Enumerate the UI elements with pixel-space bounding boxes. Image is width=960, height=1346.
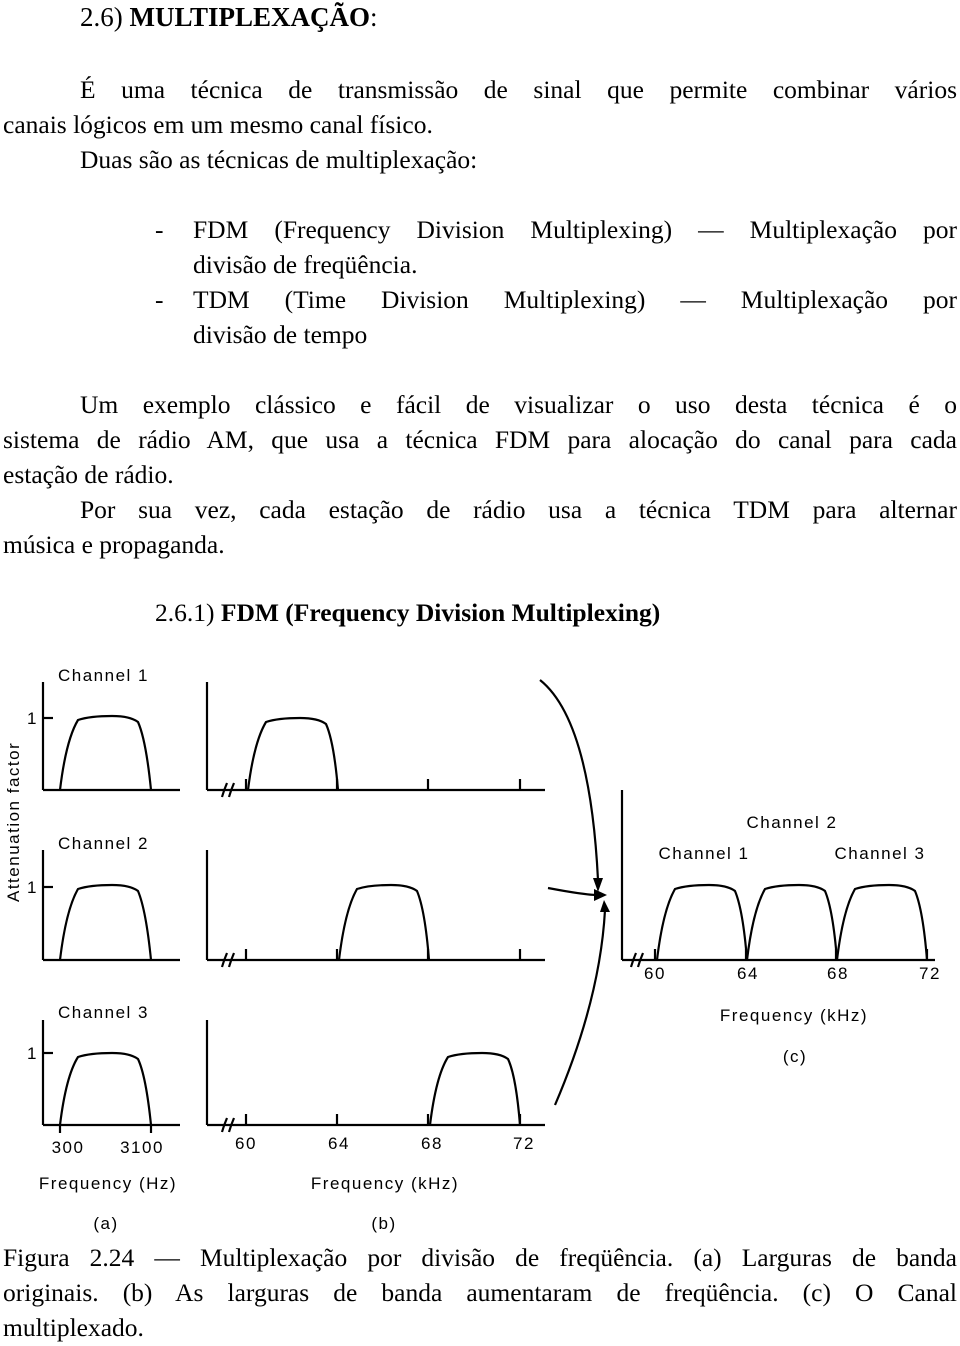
channel-label: Channel 1 [658,844,750,863]
channel-curve [60,885,151,960]
list-item-dash: - [155,285,164,314]
level-label: 1 [27,878,38,897]
x-axis-label: Frequency (kHz) [719,1006,869,1025]
level-label: 1 [27,1044,38,1063]
channel-curve [657,885,747,960]
list-item-tdm-line1: TDM (Time Division Multiplexing) — Multiplexação por [193,285,957,314]
channel-label: Channel 3 [834,844,926,863]
intro-line-3: Duas são as técnicas de multiplexação: [80,145,478,174]
subsection-heading [155,595,660,630]
tick-label: 3100 [120,1138,164,1157]
channel-label: Channel 2 [746,813,838,832]
x-axis-label: Frequency (Hz) [38,1174,178,1193]
channel-label: Channel 3 [58,1003,150,1022]
subsection-title: FDM (Frequency Division Multiplexing) [220,598,661,627]
intro-line-2: canais lógicos em um mesmo canal físico. [3,110,433,139]
figure-caption-line-3: multiplexado. [3,1313,144,1342]
channel-label: Channel 2 [58,834,150,853]
para2-line-3: estação de rádio. [3,460,174,489]
para2-line-2: sistema de rádio AM, que usa a técnica FDM para alocação do canal para cada [3,425,957,454]
list-item-fdm-line1: FDM (Frequency Division Multiplexing) — Multiplexação por [193,215,957,244]
section-title: MULTIPLEXAÇÃO [129,2,371,32]
para2-line-1: Um exemplo clássico e fácil de visualizar o uso desta técnica é o [80,390,957,419]
tick-label: 72 [919,964,941,983]
para2-line-4: Por sua vez, cada estação de rádio usa a técnica TDM para alternar [80,495,957,524]
list-item-dash: - [155,215,164,244]
y-axis-label: Attenuation factor [4,741,23,902]
section-heading [80,0,378,35]
tick-label: 60 [644,964,666,983]
arrow-path [540,680,598,880]
tick-label: 60 [235,1134,257,1153]
tick-label: 68 [827,964,849,983]
tick-label: 300 [51,1138,85,1157]
arrow-path [548,888,598,895]
channel-curve [248,718,338,790]
subsection-number: 2.6.1) [155,598,215,627]
channel-curve [60,716,151,790]
arrow-head [594,889,607,901]
panel-caption: (b) [371,1214,397,1233]
figure-caption-line-1: Figura 2.24 — Multiplexação por divisão de freqüência. (a) Larguras de banda [3,1243,957,1272]
panel-caption: (a) [93,1214,119,1233]
section-number: 2.6) [80,2,123,32]
channel-curve [339,885,429,960]
para2-line-5: música e propaganda. [3,530,225,559]
arrow-path [555,910,605,1105]
panel-caption: (c) [782,1047,808,1066]
tick-label: 64 [737,964,759,983]
channel-curve [430,1053,520,1125]
channel-curve [747,885,837,960]
channel-label: Channel 1 [58,666,150,685]
tick-label: 64 [328,1134,350,1153]
arrow-head [600,900,610,912]
section-colon: : [370,2,378,32]
tick-label: 68 [421,1134,443,1153]
x-axis-label: Frequency (kHz) [310,1174,460,1193]
list-item-fdm-line2: divisão de freqüência. [193,250,418,279]
list-item-tdm-line2: divisão de tempo [193,320,368,349]
fdm-figure [0,650,960,1240]
figure-caption-line-2: originais. (b) As larguras de banda aumentaram de freqüência. (c) O Canal [3,1278,957,1307]
level-label: 1 [27,709,38,728]
channel-curve [60,1053,151,1125]
channel-curve [837,885,927,960]
intro-line-1: É uma técnica de transmissão de sinal que permite combinar vários [80,75,957,104]
tick-label: 72 [513,1134,535,1153]
